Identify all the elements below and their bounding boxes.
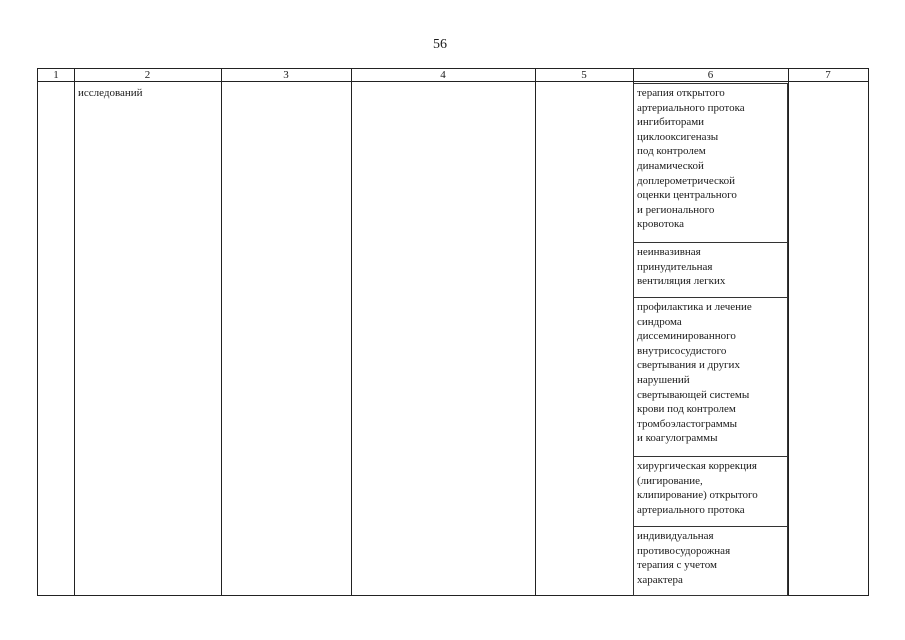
column-header: 3	[283, 69, 289, 81]
treatment-item: терапия открытого артериального протока ингибиторами циклооксигеназы под контролем динамической доплерометрической оценки центрального и регионального кровотока	[633, 83, 788, 243]
page-number: 56	[433, 37, 447, 52]
column-header: 4	[440, 69, 446, 81]
column-divider	[535, 69, 536, 595]
column-header: 6	[707, 69, 714, 81]
column-divider	[788, 69, 789, 595]
treatment-item: профилактика и лечение синдрома диссеминированного внутрисосудистого свертывания и других нарушений свертывающей системы крови под контролем тромбоэластограммы и коагулограммы	[633, 297, 788, 457]
treatment-item: неинвазивная принудительная вентиляция легких	[633, 242, 788, 298]
column-divider	[74, 69, 75, 595]
column-header: 7	[825, 69, 831, 81]
treatment-item: хирургическая коррекция (лигирование, клипирование) открытого артериального протока	[633, 456, 788, 527]
column-header: 5	[581, 69, 587, 81]
column-divider	[221, 69, 222, 595]
data-table	[37, 68, 869, 596]
treatment-item: индивидуальная противосудорожная терапия с учетом характера	[633, 526, 788, 596]
column-header: 1	[53, 69, 59, 81]
column-header: 2	[144, 69, 151, 81]
cell-col2: исследований	[78, 87, 143, 99]
header-row	[38, 69, 868, 82]
column-divider	[351, 69, 352, 595]
